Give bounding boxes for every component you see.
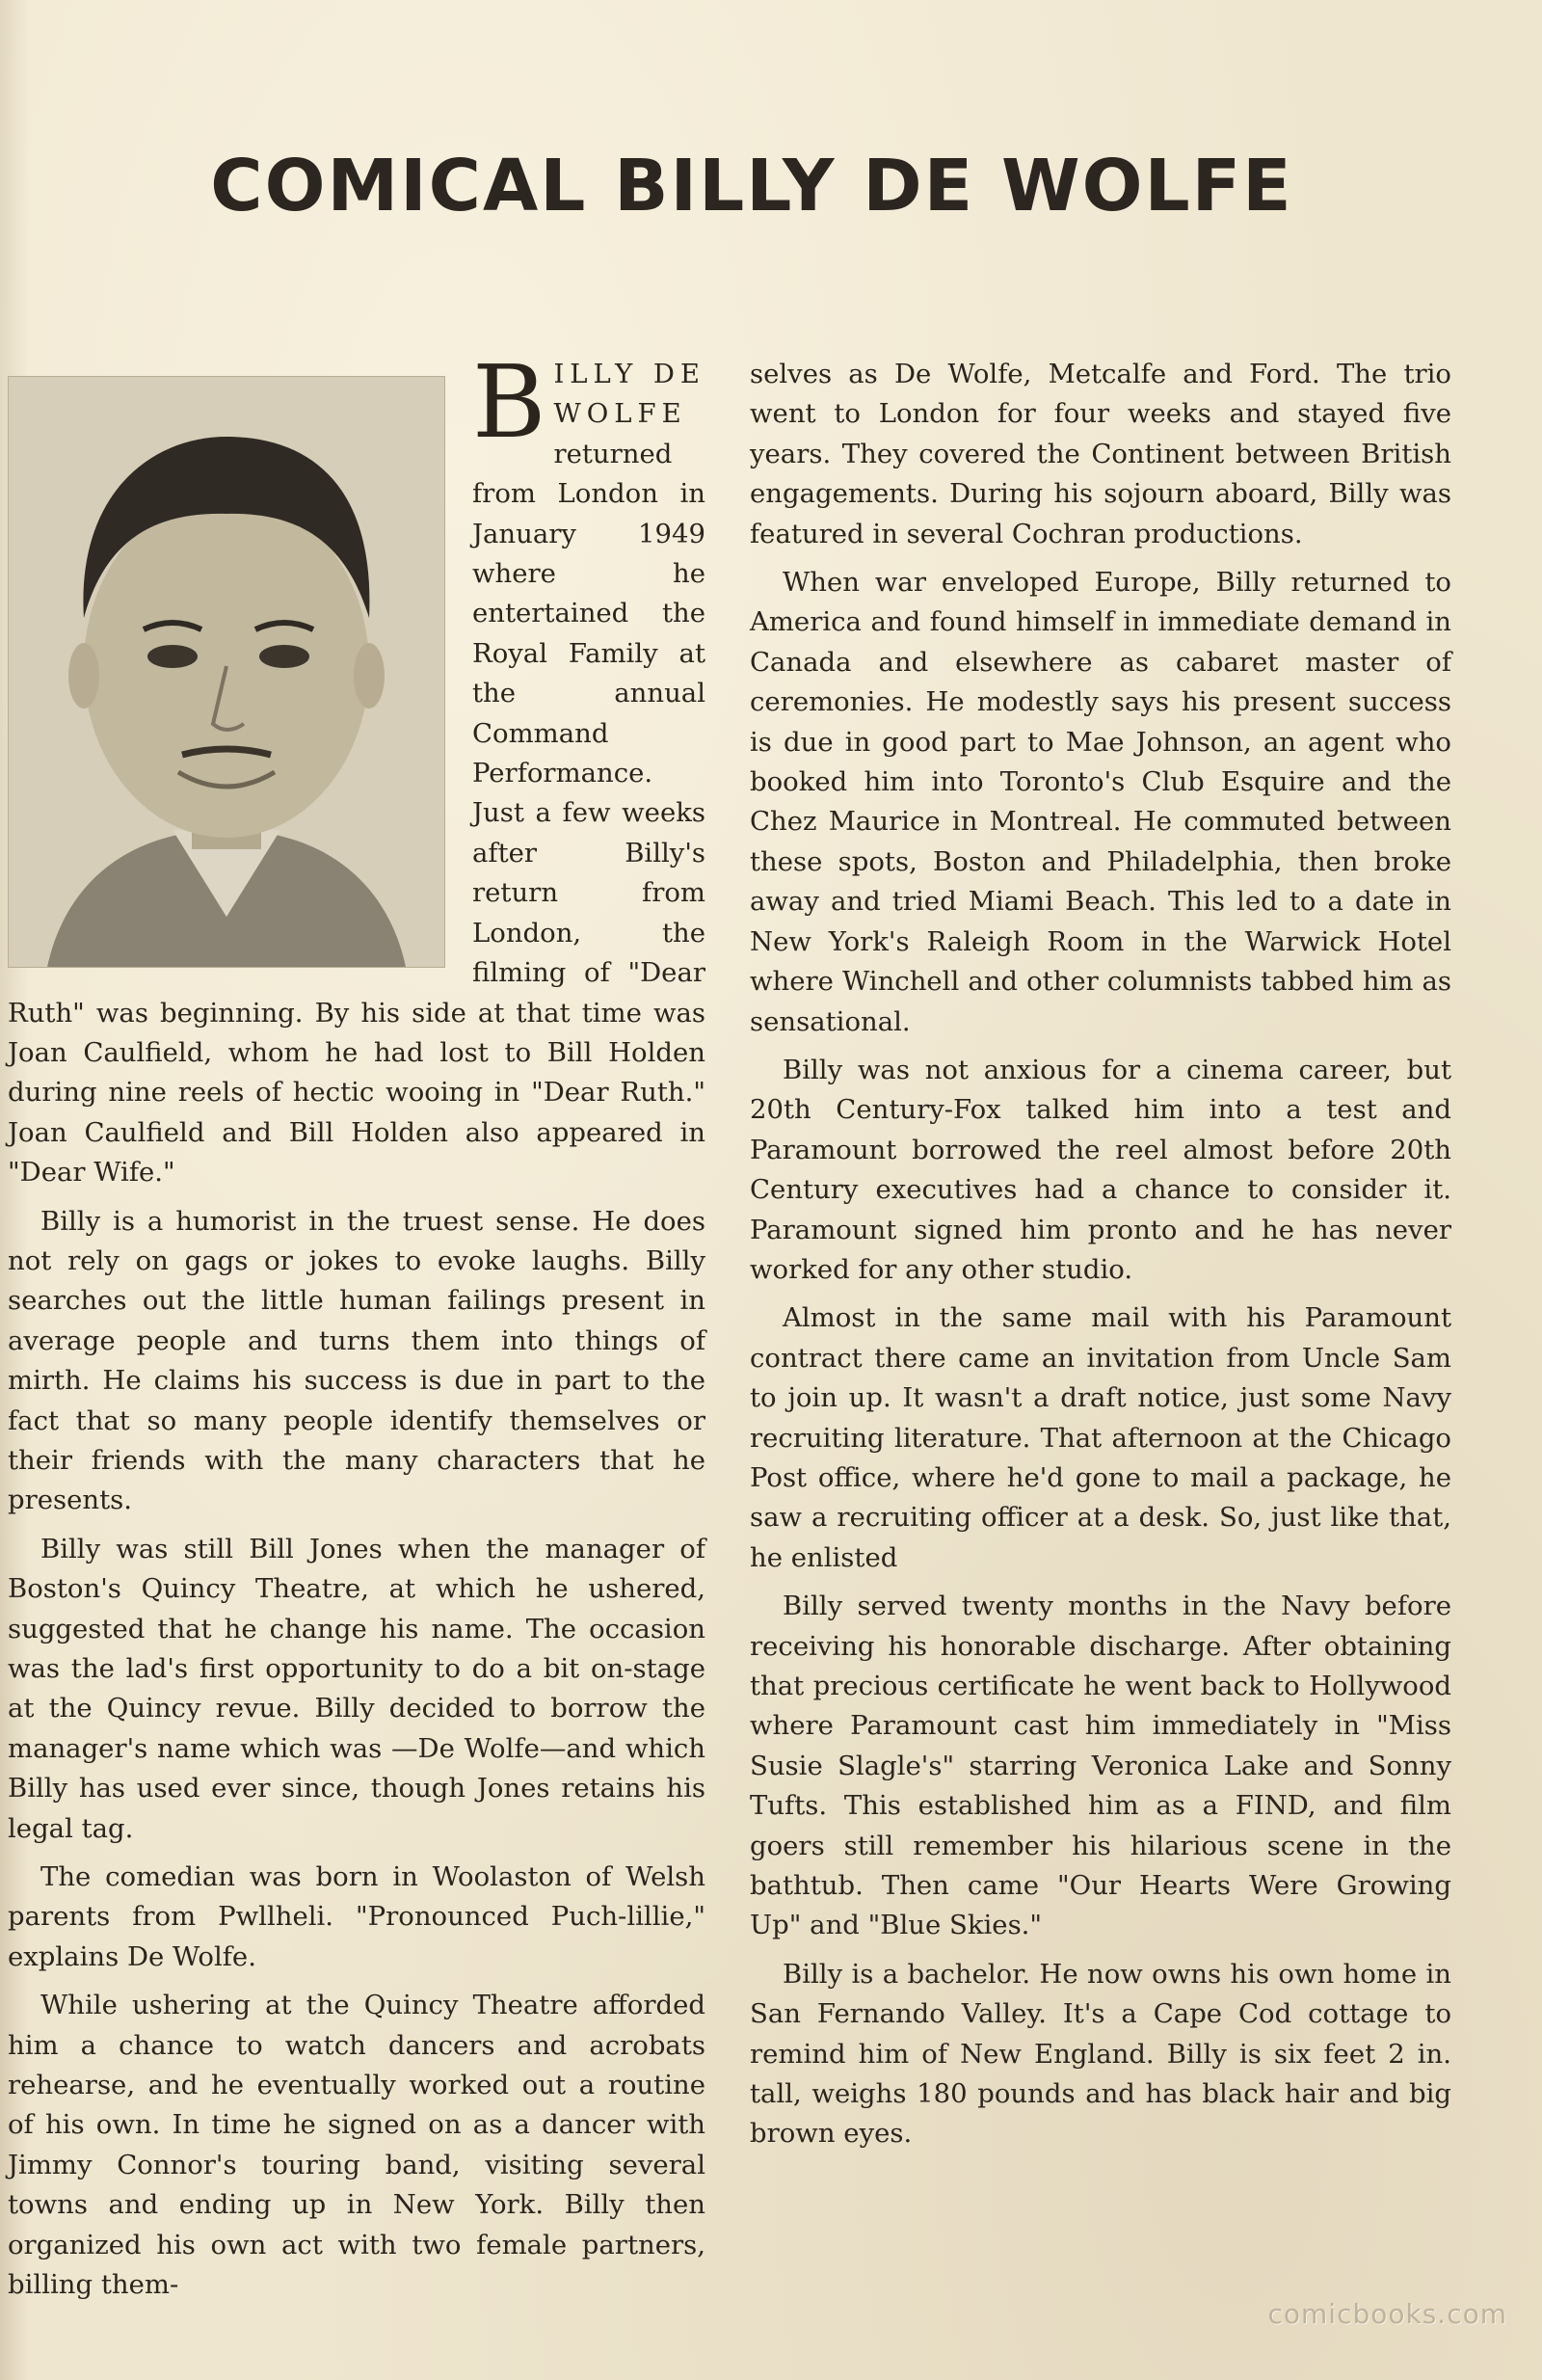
portrait-photo bbox=[8, 376, 445, 968]
opening-text: returned from London in January 1949 where he entertained the Royal Family at the annual Command Performance. Just a few weeks after Billy's return from London, the filming of "Dear Ruth" was beginning. By his side at that time was Joan Caulfield, whom he had lost to Bill Holden during nine reels of hectic wooing in "Dear Ruth." Joan Caulfield and Bill Holden also appeared in "Dear Wife." bbox=[8, 438, 705, 1189]
paragraph-continuation: selves as De Wolfe, Metcalfe and Ford. The trio went to London for four weeks and stayed five years. They covered the Continent between British engagements. During his sojourn aboard, Billy was featured in several Cochran productions. bbox=[750, 359, 1451, 549]
paragraph-name-change: Billy was still Bill Jones when the manager of Boston's Quincy Theatre, at which he ushered, suggested that he change his name. The occasion was the lad's first opportunity to do a bit on-stage at the Quincy revue. Billy decided to borrow the manager's name which was —De Wolfe—and which Billy has used ever since, though Jones retains his legal tag. bbox=[8, 1533, 705, 1844]
paragraph-cinema: Billy was not anxious for a cinema career, but 20th Century-Fox talked him into a test and Paramount borrowed the reel almost before 20th Century executives had a chance to consider it. Paramount signed him pronto and he has never worked for any other studio. bbox=[750, 1054, 1451, 1285]
paragraph-birthplace: The comedian was born in Woolaston of Welsh parents from Pwllheli. "Pronounced Puch-lillie," explains De Wolfe. bbox=[8, 1861, 705, 1972]
opening-caps-line-2: WOLFE bbox=[553, 398, 687, 430]
page-title: COMICAL BILLY DE WOLFE bbox=[210, 145, 1293, 227]
opening-caps-line-1: ILLY DE bbox=[553, 359, 705, 389]
article-right-column bbox=[750, 355, 1451, 2163]
article-left-column bbox=[8, 343, 705, 2314]
portrait-illustration bbox=[9, 377, 444, 967]
paragraph-ushering: While ushering at the Quincy Theatre afforded him a chance to watch dancers and acrobats rehearse, and he eventually worked out a routine of his own. In time he signed on as a dancer with Jimmy Connor's touring band, visiting several towns and ending up in New York. Billy then organized his own act with two female partners, billing them- bbox=[8, 1990, 705, 2301]
paragraph-bachelor: Billy is a bachelor. He now owns his own home in San Fernando Valley. It's a Cape Cod cottage to remind him of New England. Billy is six feet 2 in. tall, weighs 180 pounds and has black hair and big brown eyes. bbox=[750, 1958, 1451, 2150]
paragraph-war: When war enveloped Europe, Billy returned to America and found himself in immediate demand in Canada and elsewhere as cabaret master of ceremonies. He modestly says his present success is due in good part to Mae Johnson, an agent who booked him into Toronto's Club Esquire and the Chez Maurice in Montreal. He commuted between these spots, Boston and Philadelphia, then broke away and tried Miami Beach. This led to a date in New York's Raleigh Room in the Warwick Hotel where Winchell and other columnists tabbed him as sensational. bbox=[750, 567, 1451, 1037]
paragraph-navy: Almost in the same mail with his Paramount contract there came an invitation from Uncle Sam to join up. It wasn't a draft notice, just some Navy recruiting literature. That afternoon at the Chicago Post office, where he'd gone to mail a package, he saw a recruiting officer at a desk. So, just like that, he enlisted bbox=[750, 1302, 1451, 1573]
watermark: comicbooks.com bbox=[1267, 2298, 1507, 2330]
paragraph-humorist: Billy is a humorist in the truest sense. He does not rely on gags or jokes to evoke laughs. Billy searches out the little human failings present in average people and turns them into things of mirth. He claims his success is due in part to the fact that so many people identify themselves or their friends with the many characters that he presents. bbox=[8, 1205, 705, 1516]
drop-cap: B bbox=[472, 343, 546, 461]
paragraph-discharge: Billy served twenty months in the Navy before receiving his honorable discharge. After obtaining that precious certificate he went back to Hollywood where Paramount cast him immediately in "Miss Susie Slagle's" starring Veronica Lake and Sonny Tufts. This established him as a FIND, and film goers still remember his hilarious scene in the bathtub. Then came "Our Hearts Were Growing Up" and "Blue Skies." bbox=[750, 1591, 1451, 1941]
